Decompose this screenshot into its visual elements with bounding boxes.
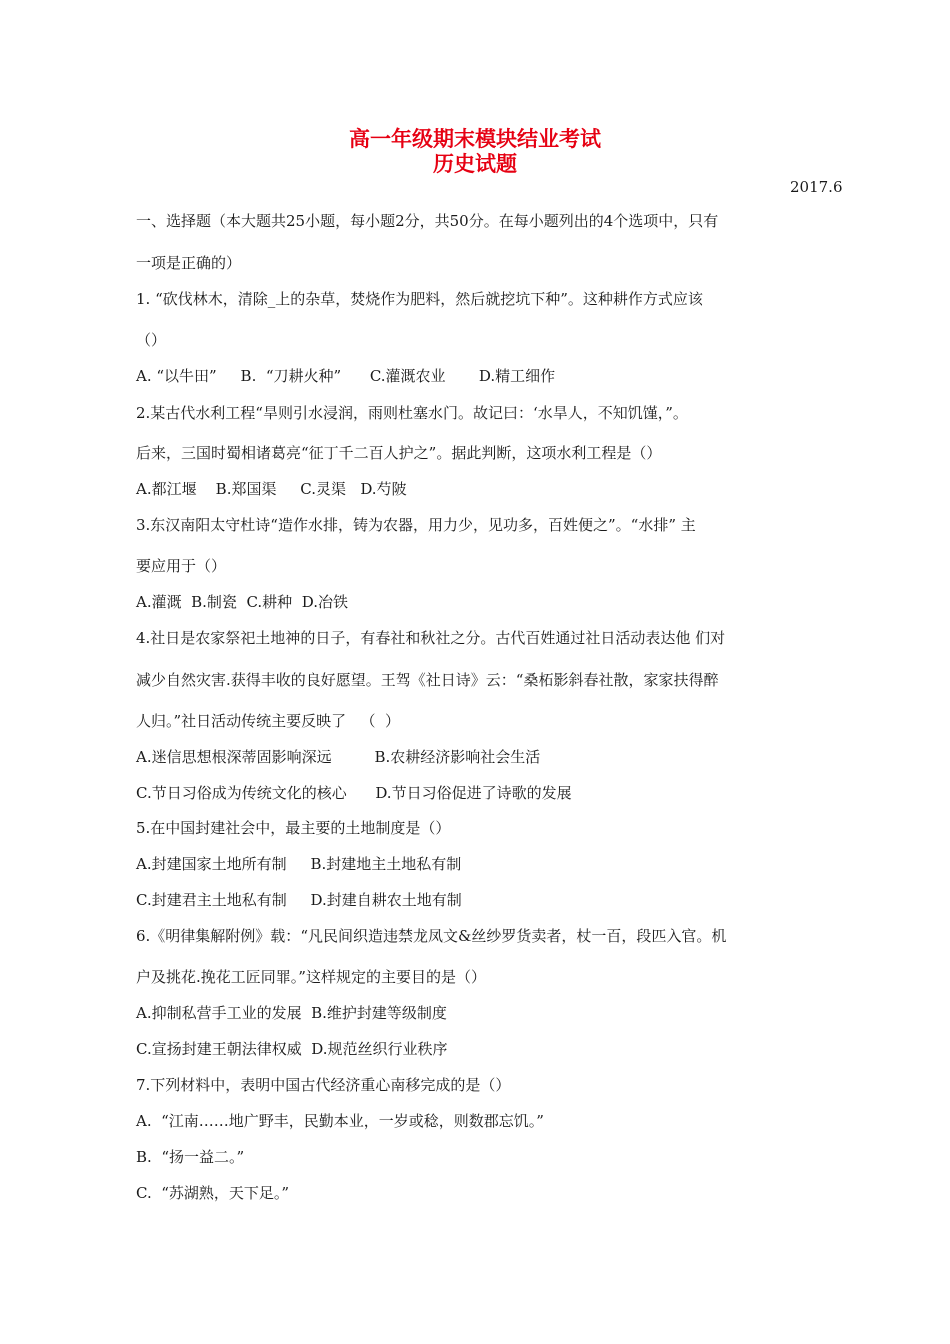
exam-title-line2: 历史试题 (433, 151, 517, 176)
section-instructions-cont: 一项是正确的） (136, 254, 242, 272)
section-instructions: 一、选择题（本大题共25小题，每小题2分，共50分。在每小题列出的4个选项中，只有 (136, 212, 719, 230)
question-4-options-cd: C.节日习俗成为传统文化的核心 D.节日习俗促进了诗歌的发展 (136, 784, 572, 802)
question-3-cont: 要应用于（） (136, 557, 227, 575)
question-2-cont: 后来，三国时蜀相诸葛亮“征丁千二百人护之”。据此判断，这项水利工程是（） (136, 444, 662, 462)
question-4: 4.社日是农家祭祀土地神的日子，有春社和秋社之分。古代百姓通过社日活动表达他 们对 (136, 629, 726, 647)
exam-title-line1: 高一年级期末模块结业考试 (349, 126, 601, 151)
question-5-options-ab: A.封建国家土地所有制 B.封建地主土地私有制 (136, 855, 462, 873)
question-1-cont: （） (136, 331, 167, 349)
question-6-cont: 户及挑花.挽花工匠同罪。”这样规定的主要目的是（） (136, 968, 486, 986)
question-7: 7.下列材料中，表明中国古代经济重心南移完成的是（） (136, 1076, 511, 1094)
question-6: 6.《明律集解附例》载：“凡民间织造违禁龙凤文&丝纱罗货卖者，杖一百，段匹入官。机 (136, 927, 727, 945)
question-4-options-ab: A.迷信思想根深蒂固影响深远 B.农耕经济影响社会生活 (136, 748, 541, 766)
question-3-options: A.灌溉 B.制瓷 C.耕种 D.冶铁 (136, 593, 348, 611)
question-7-option-c: C. “苏湖熟，天下足。” (136, 1184, 290, 1202)
exam-date: 2017.6 (790, 178, 843, 196)
question-2-options: A.都江堰 B.郑国渠 C.灵渠 D.芍陂 (136, 480, 407, 498)
question-4-cont2: 人归。”社日活动传统主要反映了 （ ） (136, 712, 401, 730)
question-5-options-cd: C.封建君主土地私有制 D.封建自耕农土地有制 (136, 891, 462, 909)
question-7-option-a: A. “江南……地广野丰，民勤本业，一岁或稔，则数郡忘饥。” (136, 1112, 544, 1130)
question-6-options-cd: C.宣扬封建王朝法律权威 D.规范丝织行业秩序 (136, 1040, 448, 1058)
question-1-options: A. “以牛田” B. “刀耕火种” C.灌溉农业 D.精工细作 (136, 367, 556, 385)
question-7-option-b: B. “扬一益二。” (136, 1148, 245, 1166)
question-4-cont: 减少自然灾害.获得丰收的良好愿望。王驾《社日诗》云：“桑柘影斜春社散，家家扶得醉 (136, 671, 719, 689)
question-5: 5.在中国封建社会中，最主要的土地制度是（） (136, 819, 451, 837)
question-3: 3.东汉南阳太守杜诗“造作水排，铸为农器，用力少，见功多，百姓便之”。“水排” 主 (136, 516, 696, 534)
question-2: 2.某古代水利工程“旱则引水浸润，雨则杜塞水门。故记曰：‘水旱人，不知饥馑，”。 (136, 404, 688, 422)
question-1: 1. “砍伐林木，清除_上的杂草，焚烧作为肥料，然后就挖坑下种”。这种耕作方式应该 (136, 290, 703, 308)
question-6-options-ab: A.抑制私营手工业的发展 B.维护封建等级制度 (136, 1004, 447, 1022)
